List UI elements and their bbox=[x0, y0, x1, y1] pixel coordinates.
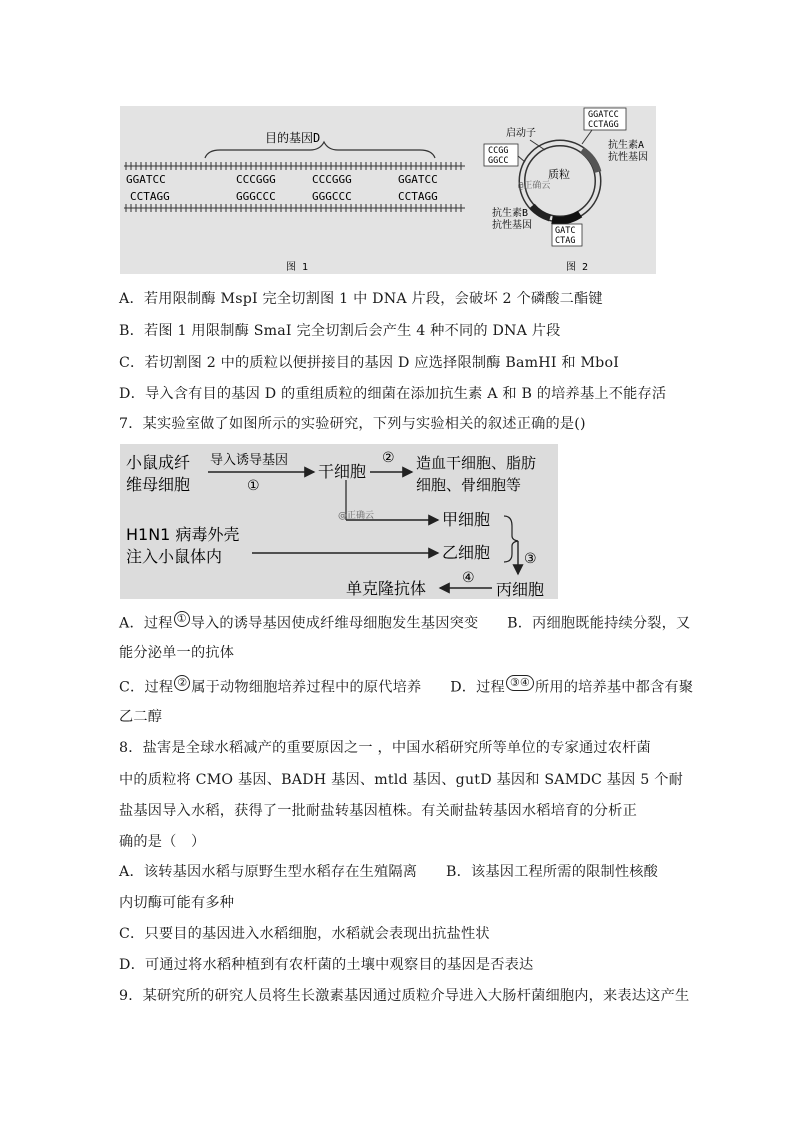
site-left-2: GGCC bbox=[488, 156, 509, 166]
q9-stem-1: 9．某研究所的研究人员将生长激素基因通过质粒介导进入大肠杆菌细胞内，来表达这产生 bbox=[119, 988, 690, 1004]
site-top-1: GGATCC bbox=[588, 110, 619, 120]
q7-c-pre: C．过程 bbox=[119, 679, 174, 696]
promoter-label: 启动子 bbox=[506, 128, 536, 139]
q8-stem-4: 确的是（ ） bbox=[119, 834, 206, 850]
q6-option-a: A．若用限制酶 MspI 完全切割图 1 中 DNA 片段，会破坏 2 个磷酸二酯键 bbox=[119, 291, 603, 307]
site-top-2: CCTAGG bbox=[588, 120, 619, 130]
q7-option-b-cont: 能分泌单一的抗体 bbox=[119, 645, 235, 661]
q7-a-post: 导入的诱导基因使成纤维母细胞发生基因突变 B．丙细胞既能持续分裂，又 bbox=[190, 615, 691, 632]
resist-a-2: 抗性基因 bbox=[608, 152, 648, 163]
cell-jia: 甲细胞 bbox=[442, 510, 491, 529]
figure-2-caption: 图 2 bbox=[566, 262, 589, 273]
seq-top-4: GGATCC bbox=[398, 173, 438, 186]
q8-option-b-cont: 内切酶可能有多种 bbox=[119, 895, 235, 911]
q8-stem-2: 中的质粒将 CMO 基因、BADH 基因、mtld 基因、gutD 基因和 SAMDC 基因 5 个耐 bbox=[119, 772, 683, 788]
site-bottom-2: CTAG bbox=[555, 236, 576, 246]
q6-option-d: D．导入含有目的基因 D 的重组质粒的细菌在添加抗生素 A 和 B 的培养基上不能存活 bbox=[119, 386, 667, 402]
site-left-1: CCGG bbox=[488, 146, 509, 156]
q7-c-mid: 属于动物细胞培养过程中的原代培养 D．过程 bbox=[191, 679, 505, 696]
seq-bottom-3: GGGCCC bbox=[312, 190, 352, 203]
figure-1-2 bbox=[120, 106, 656, 274]
q7-a-pre: A．过程 bbox=[119, 615, 173, 632]
stem-cell: 干细胞 bbox=[318, 462, 367, 481]
step3-num: ③ bbox=[524, 551, 537, 567]
figure-3 bbox=[120, 444, 558, 599]
q7-c-post: 所用的培养基中都含有聚 bbox=[534, 679, 694, 696]
process-1-mark: ① bbox=[174, 611, 190, 627]
seq-top-3: CCCGGG bbox=[312, 173, 352, 186]
dna-plasmid-diagram bbox=[120, 106, 656, 274]
experiment-flow-diagram bbox=[120, 444, 558, 599]
resist-b-2: 抗性基因 bbox=[492, 220, 532, 231]
watermark-2: @正确云 bbox=[338, 511, 375, 521]
q8-option-d: D．可通过将水稻种植到有农杆菌的土壤中观察目的基因是否表达 bbox=[119, 957, 534, 973]
step2-num: ② bbox=[382, 450, 395, 466]
site-bottom-1: GATC bbox=[555, 226, 576, 236]
seq-top-2: CCCGGG bbox=[236, 173, 276, 186]
q8-stem-3: 盐基因导入水稻，获得了一批耐盐转基因植株。有关耐盐转基因水稻培育的分析正 bbox=[119, 803, 637, 819]
result-1: 造血干细胞、脂肪 bbox=[416, 454, 537, 472]
source-2: 维母细胞 bbox=[126, 475, 191, 494]
cell-yi: 乙细胞 bbox=[442, 543, 491, 562]
q8-option-a-b: A．该转基因水稻与原野生型水稻存在生殖隔离 B．该基因工程所需的限制性核酸 bbox=[119, 864, 659, 880]
virus-2: 注入小鼠体内 bbox=[126, 547, 223, 566]
seq-bottom-4: CCTAGG bbox=[398, 190, 438, 203]
q8-option-c: C．只要目的基因进入水稻细胞，水稻就会表现出抗盐性状 bbox=[119, 926, 490, 942]
seq-top-1: GGATCC bbox=[126, 173, 166, 186]
process-34-mark: ③④ bbox=[506, 675, 534, 691]
q7-stem: 7．某实验室做了如图所示的实验研究，下列与实验相关的叙述正确的是() bbox=[119, 416, 586, 432]
resist-a-1: 抗生素A bbox=[608, 140, 645, 151]
q8-stem-1: 8．盐害是全球水稻减产的重要原因之一 ，中国水稻研究所等单位的专家通过农杆菌 bbox=[119, 740, 651, 756]
plasmid-label: 质粒 bbox=[548, 168, 570, 181]
figure-1-caption: 图 1 bbox=[286, 262, 309, 273]
seq-bottom-2: GGGCCC bbox=[236, 190, 276, 203]
q6-option-b: B．若图 1 用限制酶 SmaI 完全切割后会产生 4 种不同的 DNA 片段 bbox=[119, 323, 561, 339]
q7-option-a-b bbox=[119, 611, 690, 634]
source-1: 小鼠成纤 bbox=[126, 453, 191, 472]
cell-bing: 丙细胞 bbox=[496, 580, 545, 599]
result-2: 细胞、骨细胞等 bbox=[416, 476, 522, 494]
virus-1: H1N1 病毒外壳 bbox=[126, 525, 240, 544]
antibody-label: 单克隆抗体 bbox=[346, 579, 427, 598]
seq-bottom-1: CCTAGG bbox=[130, 190, 170, 203]
resist-b-1: 抗生素B bbox=[492, 208, 529, 219]
q6-option-c: C．若切割图 2 中的质粒以便拼接目的基因 D 应选择限制酶 BamHI 和 MboI bbox=[119, 355, 619, 371]
target-gene-label: 目的基因D bbox=[265, 131, 321, 145]
process-2-mark: ② bbox=[174, 675, 190, 691]
step4-num: ④ bbox=[462, 570, 475, 586]
watermark-1: @正确云 bbox=[518, 181, 551, 191]
q7-option-c-d bbox=[119, 675, 693, 698]
step1-label: 导入诱导基因 bbox=[210, 453, 289, 468]
step1-num: ① bbox=[247, 478, 260, 494]
q7-option-d-cont: 乙二醇 bbox=[119, 709, 163, 725]
